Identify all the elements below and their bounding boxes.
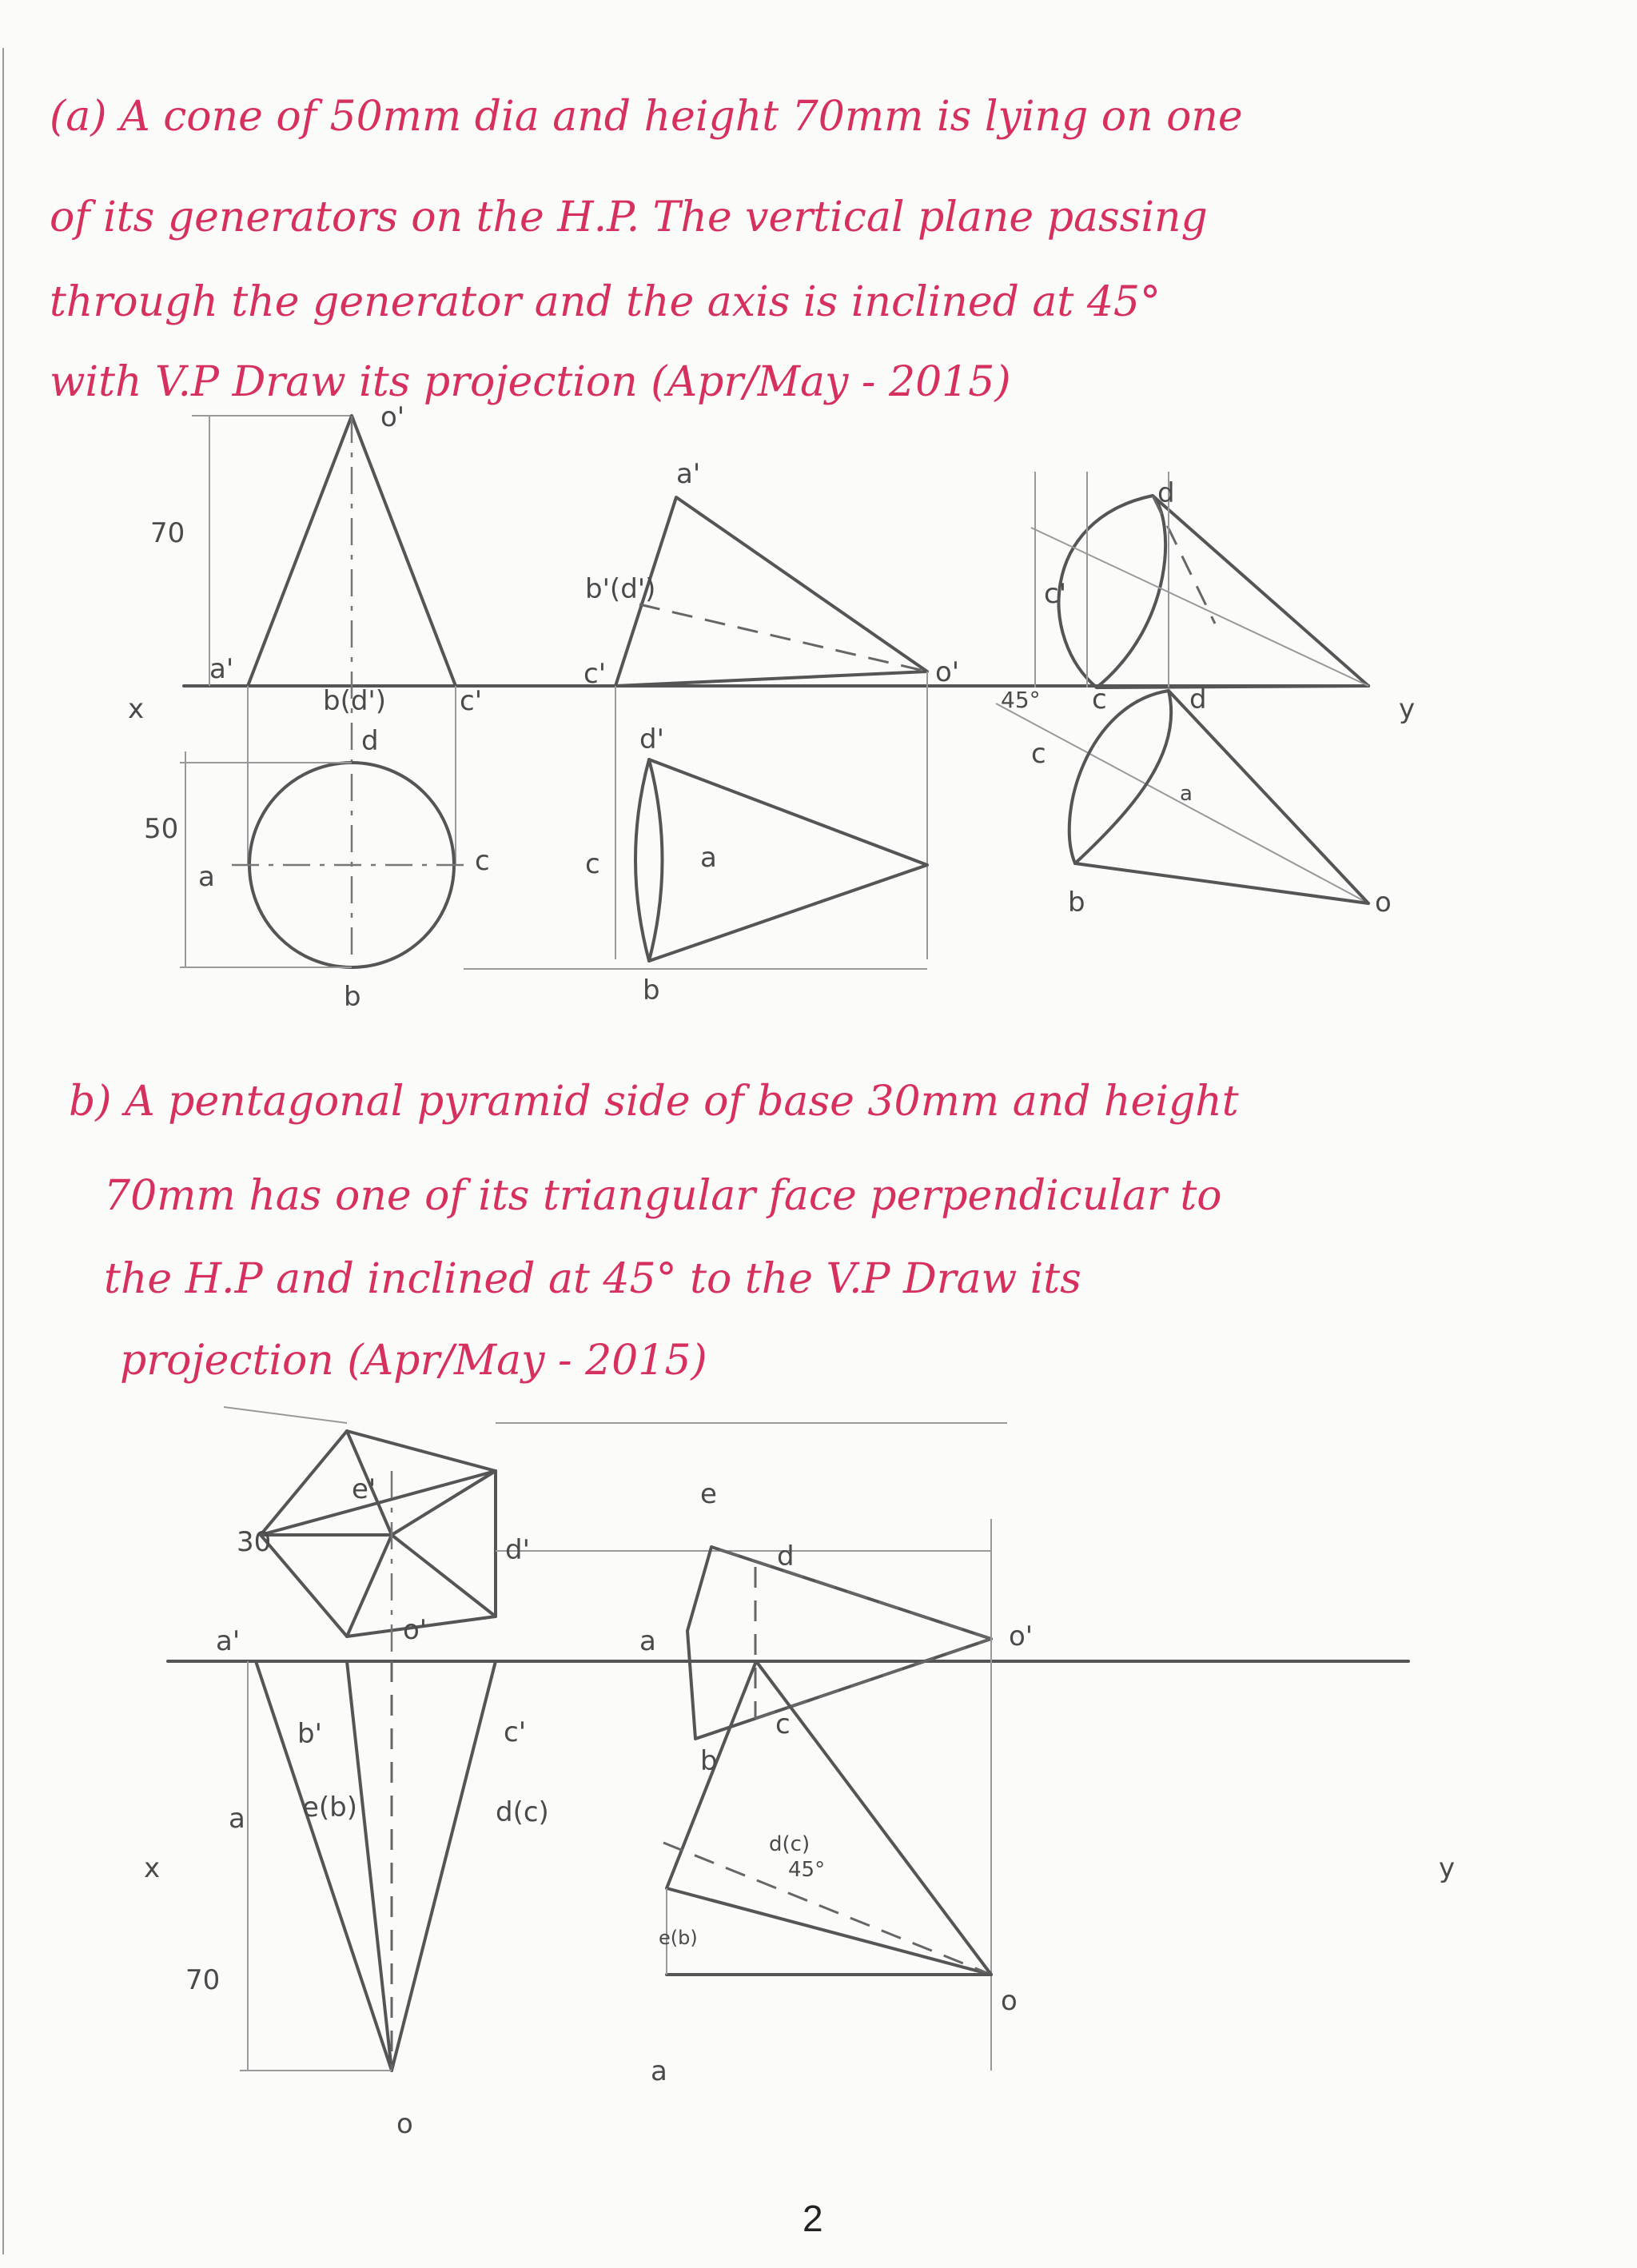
problem-b-line-1: b) A pentagonal pyramid side of base 30mm and height <box>69 1078 1239 1126</box>
label-d-a: d <box>361 725 379 757</box>
label-r-o-prime-b: o' <box>1009 1620 1034 1652</box>
problem-b-line-3: the H.P and inclined at 45° to the V.P Draw its <box>104 1255 1081 1303</box>
label-r-c-top: c <box>1092 684 1107 715</box>
label-x-b: x <box>144 1852 161 1884</box>
label-mid-c-prime: c' <box>584 658 607 690</box>
label-r-c: c <box>1031 738 1046 770</box>
label-o-prime-a: o' <box>380 401 405 433</box>
cone-final-front-ellipse <box>1059 496 1166 688</box>
label-c-b: c <box>775 1708 791 1740</box>
label-o-prime-b: o' <box>403 1614 428 1646</box>
label-r-b: b <box>1068 887 1085 919</box>
label-c-prime-b: c' <box>504 1716 527 1748</box>
label-a-a: a <box>198 861 215 893</box>
label-mid-d-top: d' <box>639 723 664 755</box>
page-number: 2 <box>803 2198 823 2239</box>
dim-30-line <box>224 1407 347 1423</box>
label-d-b: d <box>777 1541 795 1572</box>
label-bd-prime-a: b(d') <box>323 685 387 717</box>
label-a-b: a <box>229 1803 245 1835</box>
label-mid-a: a <box>700 842 717 874</box>
label-a-prime-b: a' <box>216 1625 241 1657</box>
cone-tilted-front <box>615 497 927 686</box>
problem-a-line-3: through the generator and the axis is inclined at 45° <box>50 278 1161 326</box>
label-r-eb-b: e(b) <box>659 1927 698 1949</box>
label-mid-a-b: a <box>639 1625 656 1657</box>
label-dim-70-b: 70 <box>185 1964 221 1996</box>
label-b-b: b <box>700 1745 718 1777</box>
label-mid-c: c <box>585 848 600 880</box>
label-dim-70-a: 70 <box>150 517 185 549</box>
label-dim-50-a: 50 <box>144 813 179 845</box>
pyramid-tilted-front <box>687 1547 991 1739</box>
label-mid-a-prime: a' <box>676 458 701 490</box>
label-r-angle: 45° <box>1001 687 1041 713</box>
label-y-a: y <box>1399 693 1416 725</box>
pyramid-top-view <box>256 1661 496 2071</box>
label-mid-bd-prime: b'(d') <box>585 573 656 605</box>
label-y-b: y <box>1439 1852 1456 1884</box>
label-a-prime-a: a' <box>209 653 234 685</box>
label-eb-b: e(b) <box>302 1792 358 1824</box>
label-c-prime-a: c' <box>460 685 483 717</box>
label-r-o-b: o <box>1001 1985 1018 2017</box>
label-r-d: d <box>1157 477 1175 509</box>
label-dim-30-b: 30 <box>237 1526 272 1558</box>
label-r-o: o <box>1375 887 1392 919</box>
label-r-a-b: a <box>651 2055 667 2087</box>
label-b-a: b <box>344 981 361 1013</box>
problem-a-line-2: of its generators on the H.P. The vertical plane passing <box>50 193 1208 241</box>
label-r-dc-b: d(c) <box>769 1832 811 1856</box>
label-e-prime-b: e' <box>352 1473 376 1505</box>
problem-a-line-4: with V.P Draw its projection (Apr/May - 2015) <box>50 358 1011 406</box>
label-r-d2: d <box>1189 684 1207 715</box>
label-r-a: a <box>1180 782 1193 806</box>
cone-final-top-ellipse <box>1069 691 1171 863</box>
problem-b-line-2: 70mm has one of its triangular face perpendicular to <box>104 1172 1222 1220</box>
label-r-c-prime: c' <box>1044 578 1067 610</box>
label-x-a: x <box>128 693 145 725</box>
problem-b-line-4: projection (Apr/May - 2015) <box>120 1337 707 1385</box>
pyramid-final-top <box>667 1661 991 1975</box>
label-c-a: c <box>475 845 490 877</box>
cone-final-top <box>1075 691 1368 903</box>
label-o-b: o <box>396 2108 413 2140</box>
cone-final-front <box>1097 496 1368 688</box>
problem-a-line-1: (a) A cone of 50mm dia and height 70mm is lying on one <box>50 93 1243 141</box>
label-dc-b: d(c) <box>496 1796 549 1828</box>
cone-tilted-top-ellipse <box>635 759 663 961</box>
label-r-angle-b: 45° <box>788 1858 826 1882</box>
label-b-prime-b: b' <box>297 1718 322 1750</box>
label-mid-o-prime: o' <box>935 656 960 688</box>
label-d-prime-b: d' <box>505 1534 530 1566</box>
label-e-b: e <box>700 1478 717 1510</box>
cone-tilted-top <box>649 759 927 961</box>
label-mid-b: b <box>643 975 660 1006</box>
